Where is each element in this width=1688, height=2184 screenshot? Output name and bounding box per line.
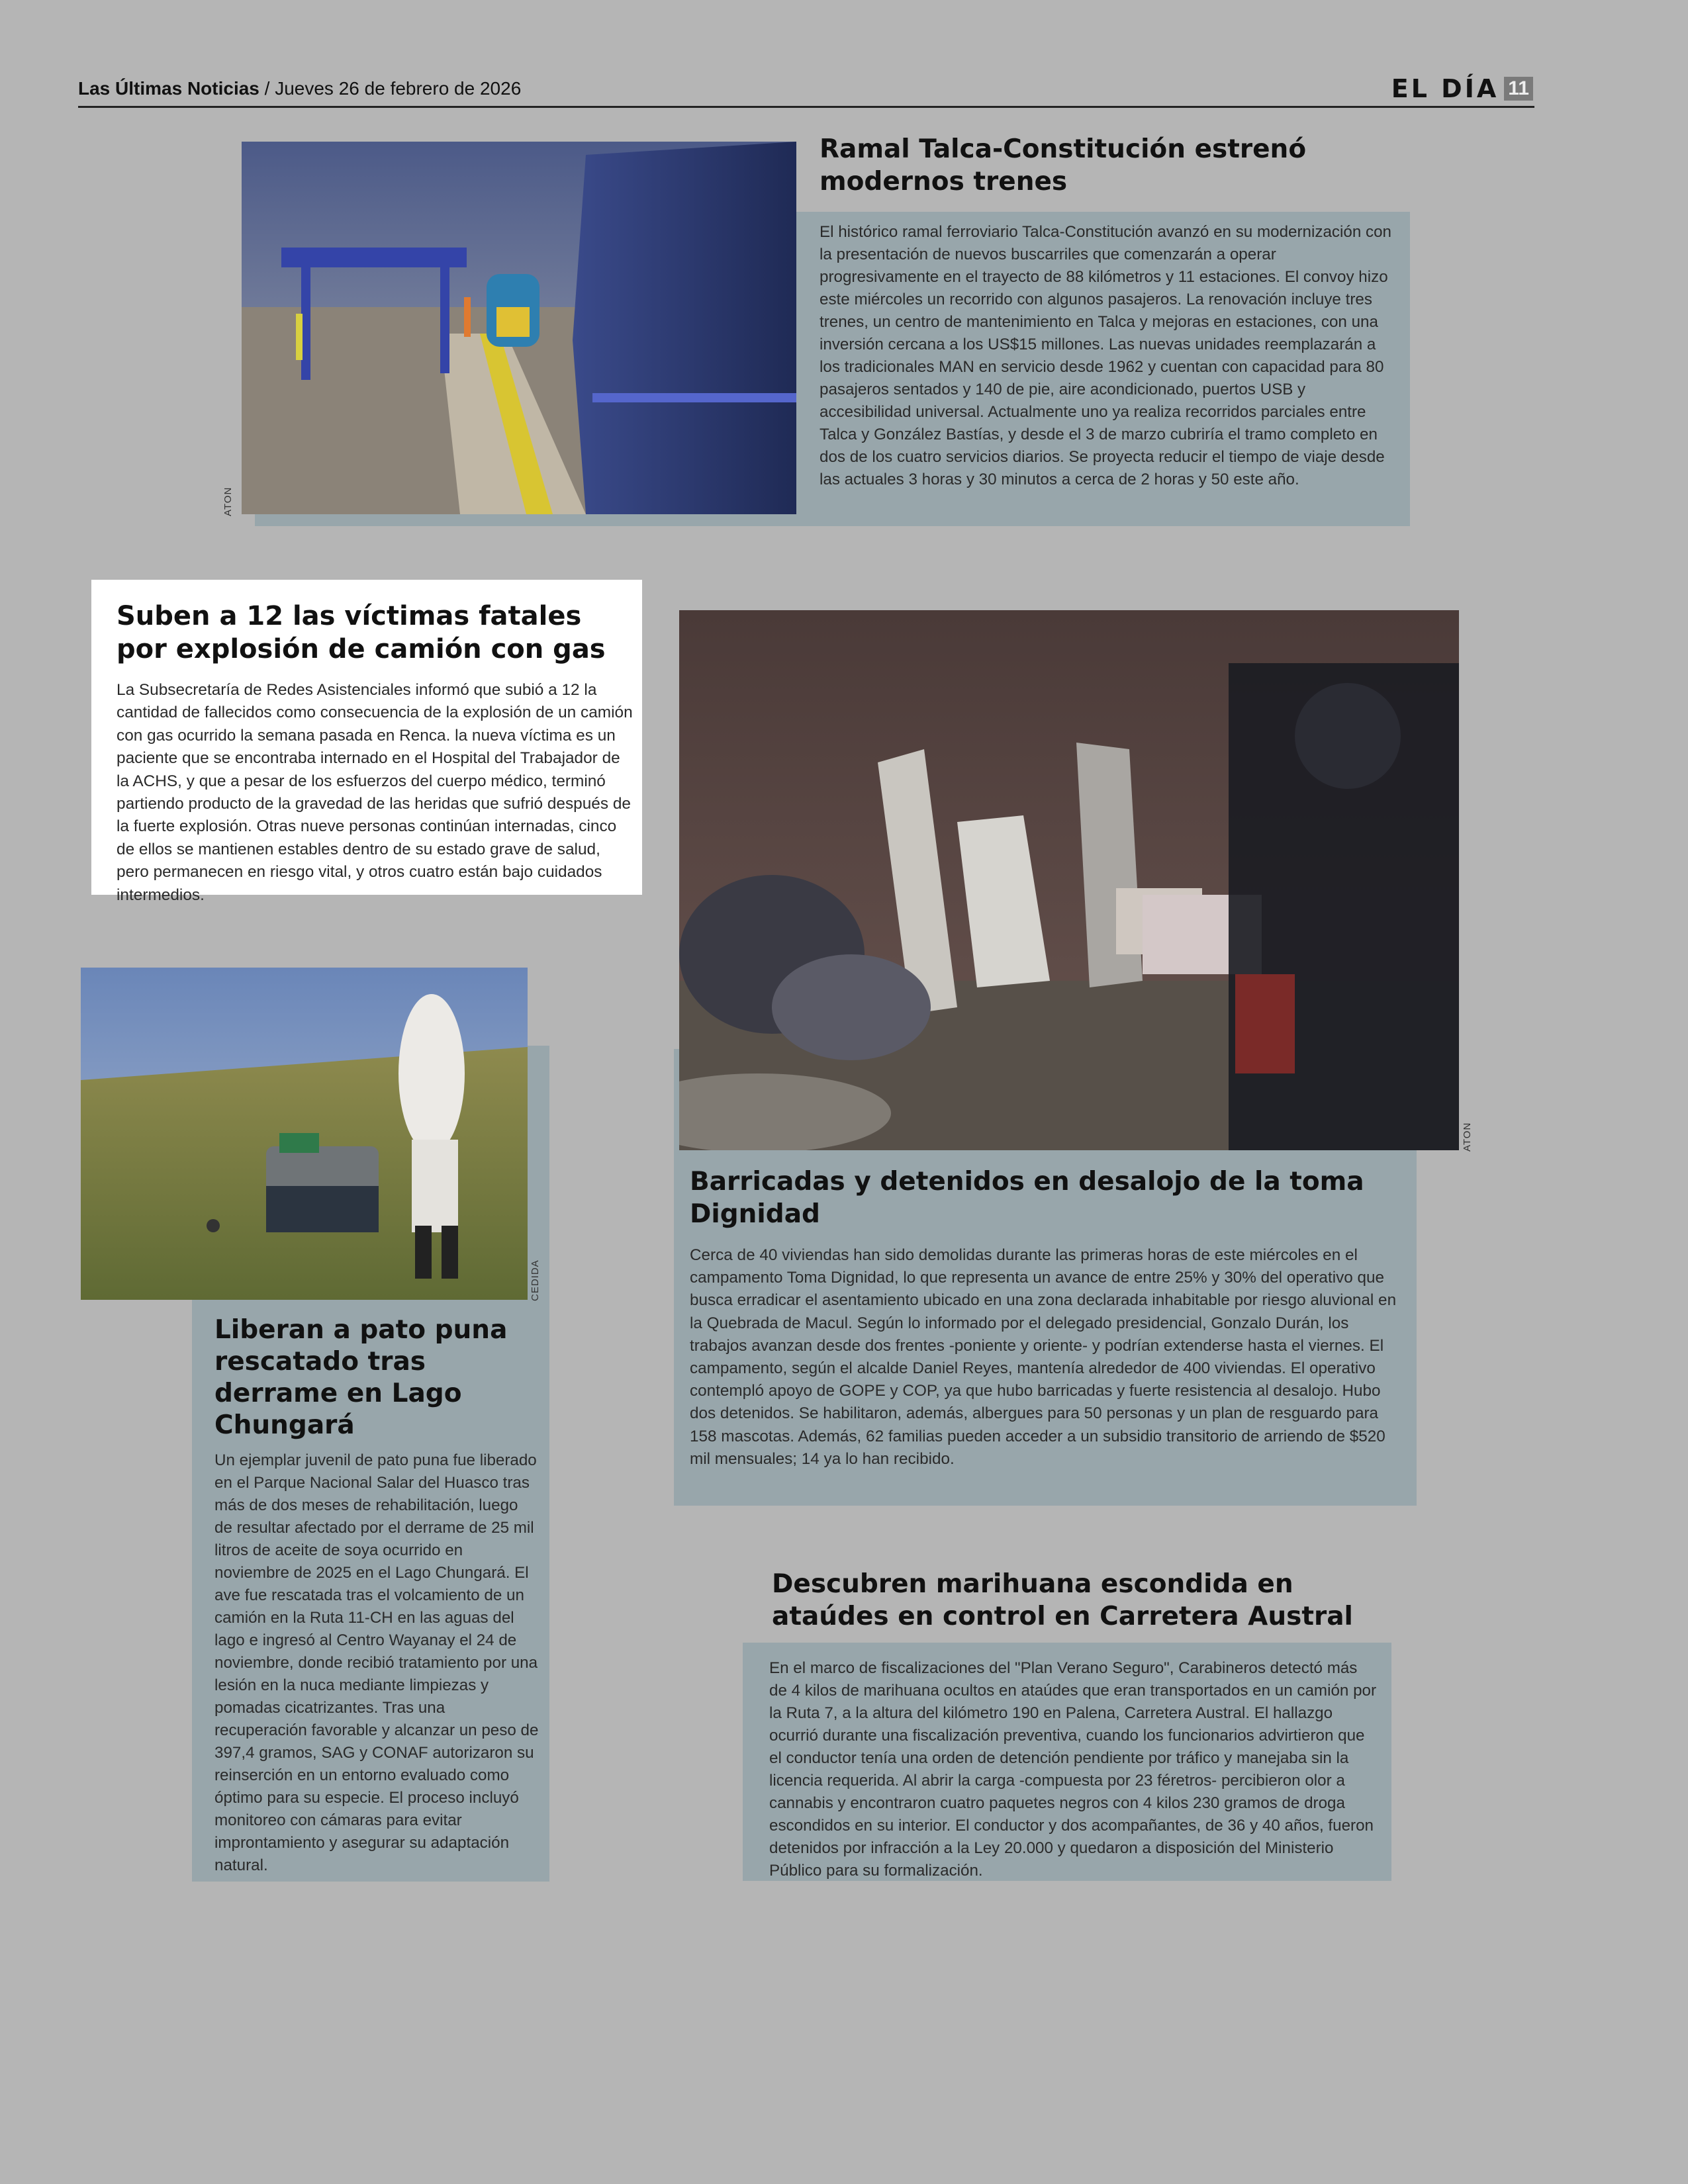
pato-photo [81, 968, 528, 1300]
train-body: El histórico ramal ferroviario Talca-Constitución avanzó en su modernización con la presentación de nuevos buscarriles que comenzarán a operar progresivamente en el trayecto de 88 kilómetros y 11 estaciones. El convoy hizo este miércoles un recorrido con algunos pasajeros. La renovación incluye tres trenes, un centro de mantenimiento en Talca y mejoras en estaciones, con una inversión cercana a los US$15 millones. Las nuevas unidades reemplazarán a los tradicionales MAN en servicio desde 1962 y cuentan con capacidad para 80 pasajeros sentados y 140 de pie, aire acondicionado, puertos USB y accesibilidad universal. Actualmente uno ya realiza recorridos parciales entre Talca y González Bastías, y desde el 3 de marzo cubriría el tramo completo en dos de los cuatro servicios diarios. Se proyecta reducir el tiempo de viaje desde las actuales 3 horas y 30 minutos a cerca de 2 horas y 50 este año. [820, 223, 1391, 488]
train-headline: Ramal Talca-Constitución estrenó modernos trenes [820, 134, 1307, 197]
marihuana-headline: Descubren marihuana escondida en ataúdes en control en Carretera Austral [772, 1569, 1353, 1631]
train-photo [242, 142, 796, 514]
pato-headline: Liberan a pato puna rescatado tras derrame en Lago Chungará [214, 1315, 508, 1440]
page-header-dateline [78, 78, 521, 99]
toma-photo-credit: ATON [1462, 1122, 1473, 1152]
pato-body: Un ejemplar juvenil de pato puna fue liberado en el Parque Nacional Salar del Huasco tras más de dos meses de rehabilitación, luego de resultar afectado por el derrame de 25 mil litros de aceite de soya ocurrido en noviembre de 2025 en el Lago Chungará. El ave fue rescatada tras el volcamiento de un camión en la Ruta 11-CH en las aguas del lago e ingresó al Centro Wayanay el 24 de noviembre, donde recibió tratamiento por una lesión en la nuca mediante limpiezas y pomadas cicatrizantes. Tras una recuperación favorable y alcanzar un peso de 397,4 gramos, SAG y CONAF autorizaron su reinserción en un entorno evaluado como óptimo para su especie. El proceso incluyó monitoreo con cámaras para evitar improntamiento y asegurar su adaptación natural. [214, 1451, 539, 1874]
train-photo-credit: ATON [222, 486, 234, 516]
pato-photo-credit: CEDIDA [530, 1259, 541, 1301]
page-number: 11 [1504, 77, 1533, 101]
toma-body: Cerca de 40 viviendas han sido demolidas durante las primeras horas de este miércoles en el campamento Toma Dignidad, lo que representa un avance de entre 25% y 30% del operativo que busca erradicar el asentamiento ubicado en una zona declarada inhabitable por riesgo aluvional en la Quebrada de Macul. Según lo informado por el delegado presidencial, Gonzalo Durán, los trabajos avanzan desde dos frentes -poniente y oriente- y podrían extenderse hasta el viernes. El campamento, según el alcalde Daniel Reyes, mantenía alrededor de 400 viviendas. El operativo contempló apoyo de GOPE y COP, ya que hubo barricadas y fuerte resistencia al desalojo. Hubo dos detenidos. Se habilitaron, además, albergues para 50 personas y un plan de resguardo para 158 mascotas. Además, 62 familias pueden acceder a un subsidio transitorio de arriendo de $520 mil mensuales; 14 ya lo han recibido. [690, 1246, 1397, 1468]
toma-photo [679, 610, 1459, 1150]
marihuana-body: En el marco de fiscalizaciones del "Plan Verano Seguro", Carabineros detectó más de 4 kilos de marihuana ocultos en ataúdes que eran transportados en un camión por la Ruta 7, a la altura del kilómetro 190 en Palena, Carretera Austral. El hallazgo ocurrió durante una fiscalización preventiva, cuando los funcionarios advirtieron que el conductor tenía una orden de detención pendiente por tráfico y manejaba sin la licencia requerida. Al abrir la carga -compuesta por 23 féretros- percibieron olor a cannabis y encontraron cuatro paquetes negros con 4 kilos 230 gramos de droga escondidos en su interior. El conductor y dos acompañantes, de 36 y 40 años, fueron detenidos por infracción a la Ley 20.000 y quedaron a disposición del Ministerio Público para su formalización. [769, 1659, 1377, 1880]
section-header [1391, 74, 1533, 103]
toma-headline: Barricadas y detenidos en desalojo de la toma Dignidad [690, 1167, 1364, 1229]
issue-date: Jueves 26 de febrero de 2026 [275, 78, 522, 99]
renca-body: La Subsecretaría de Redes Asistenciales informó que subió a 12 la cantidad de fallecidos como consecuencia de la explosión de un camión con gas ocurrido la semana pasada en Renca. la nueva víctima es un paciente que se encontraba internado en el Hospital del Trabajador de la ACHS, y que a pesar de los esfuerzos del cuerpo médico, terminó partiendo producto de la gravedad de las heridas que sufrió después de la fuerte explosión. Otras nueve personas continúan internadas, cinco de ellos se mantienen estables dentro de su estado grave de salud, pero permanecen en riesgo vital, y otros cuatro están bajo cuidados intermedios. [117, 681, 633, 904]
header-rule [78, 106, 1534, 108]
publication-name: Las Últimas Noticias [78, 78, 259, 99]
header-separator: / [259, 78, 275, 99]
section-name: EL DÍA [1391, 74, 1499, 103]
renca-headline: Suben a 12 las víctimas fatales por explosión de camión con gas [117, 601, 606, 664]
